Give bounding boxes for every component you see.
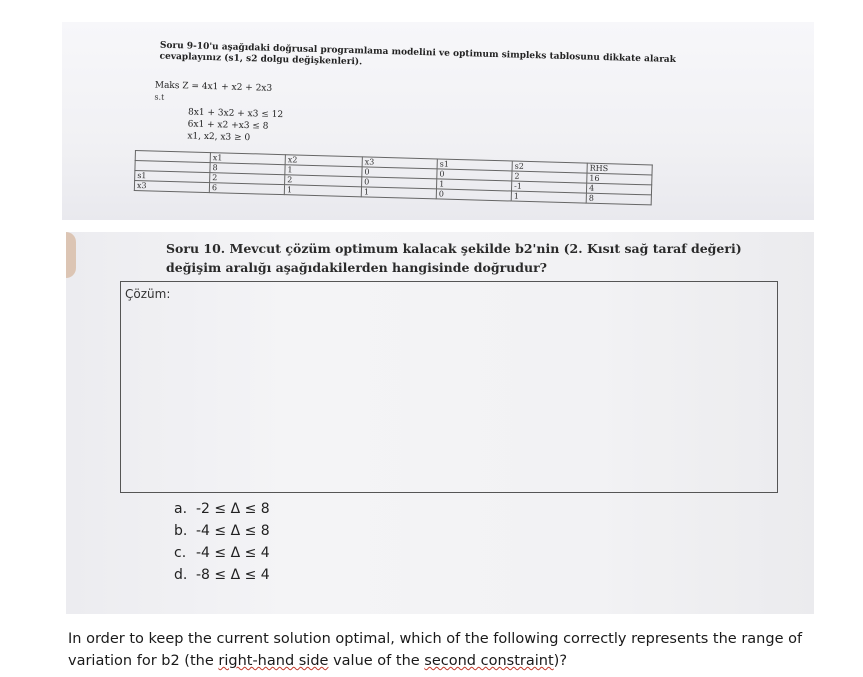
option-text: -8 ≤ Δ ≤ 4 (196, 567, 270, 583)
non-negativity-constraint: x1, x2, x3 ≥ 0 (187, 131, 251, 144)
table-cell: 16 (587, 173, 652, 185)
objective-function: Maks Z = 4x1 + x2 + 2x3 (154, 80, 273, 94)
answer-options (174, 498, 270, 586)
table-cell: 1 (511, 191, 586, 203)
option-text: -4 ≤ Δ ≤ 8 (196, 523, 270, 539)
table-cell: 4 (586, 183, 651, 195)
question-10-text: Soru 10. Mevcut çözüm optimum kalacak şekilde b2'nin (2. Kısıt sağ taraf değeri) değişim aralığı aşağıdakilerden hangisinde doğrudur? (166, 241, 742, 275)
simplex-photo (62, 22, 814, 220)
english-text-part-2: value of the (328, 653, 425, 669)
simplex-photo-content (62, 22, 814, 220)
table-cell: x3 (134, 180, 209, 192)
table-cell: 1 (285, 165, 362, 177)
option-letter: b. (174, 523, 188, 539)
table-cell: 1 (437, 179, 512, 191)
subject-to-label: s.t (154, 92, 165, 102)
table-header-cell: RHS (587, 163, 652, 175)
table-cell: 2 (512, 171, 587, 183)
option-letter: d. (174, 567, 188, 583)
table-cell: 0 (362, 177, 437, 189)
spellcheck-underlined-text: right-hand side (218, 653, 329, 669)
option-d (174, 564, 270, 586)
option-text: -4 ≤ Δ ≤ 4 (196, 545, 270, 561)
table-header-cell: x1 (210, 153, 285, 165)
english-question-text (68, 628, 848, 672)
option-letter: c. (174, 545, 187, 561)
page-edge-mark (66, 232, 76, 278)
question-9-10-intro: Soru 9-10'u aşağıdaki doğrusal programlama modelini ve optimum simpleks tablosunu dikkate alarak cevaplayınız (s1, s2 dolgu değişkenleri). (159, 40, 677, 68)
table-header-cell: s2 (512, 161, 587, 173)
table-cell: 2 (285, 175, 362, 187)
option-c (174, 542, 270, 564)
table-cell: 0 (437, 169, 512, 181)
question-photo (66, 232, 814, 614)
table-cell: 2 (210, 173, 285, 185)
spellcheck-underlined-text: second constraint (424, 653, 554, 669)
table-cell: -1 (511, 181, 586, 193)
constraint-2: 6x1 + x2 +x3 ≤ 8 (187, 119, 269, 132)
table-header-cell: s1 (437, 159, 512, 171)
option-text: -2 ≤ Δ ≤ 8 (196, 501, 270, 517)
table-header-cell: x3 (362, 157, 437, 169)
table-cell: 6 (209, 183, 284, 195)
constraint-1: 8x1 + 3x2 + x3 ≤ 12 (187, 107, 284, 121)
table-cell: 1 (284, 185, 361, 197)
option-b (174, 520, 270, 542)
option-a (174, 498, 270, 520)
table-cell: 8 (586, 193, 651, 205)
english-text-part-1: In order to keep the current solution optimal, which of the following correctly represents the range of variation for b2 (the (68, 631, 803, 669)
table-header-cell: x2 (285, 155, 362, 167)
solution-box (120, 281, 778, 493)
english-text-part-3: )? (553, 653, 568, 669)
option-letter: a. (174, 501, 188, 517)
table-cell: 0 (362, 167, 437, 179)
solution-label: Çözüm: (125, 287, 171, 301)
table-cell: 0 (436, 189, 511, 201)
table-cell: 1 (361, 187, 436, 199)
table-cell: 8 (210, 163, 285, 175)
table-cell: s1 (135, 170, 210, 182)
simplex-table (134, 150, 653, 205)
